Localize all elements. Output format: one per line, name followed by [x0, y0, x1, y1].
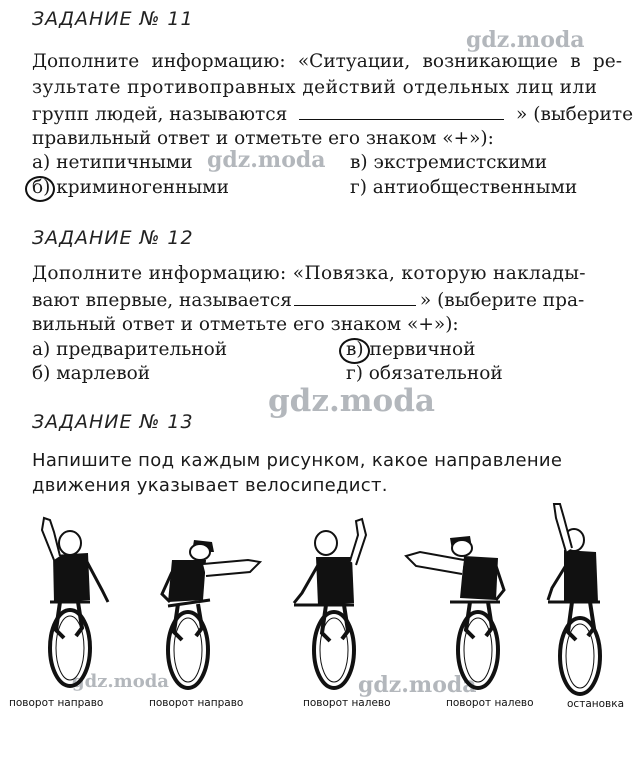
task-12-text-line-2 — [32, 289, 584, 311]
cyclist-caption: поворот направо — [149, 697, 244, 709]
watermark: gdz.moda — [466, 27, 585, 53]
text: групп людей, называются — [32, 104, 288, 125]
option-g[interactable]: г) антиобщественными — [350, 177, 578, 198]
task-11-text-line-1 — [32, 51, 622, 72]
word: возникающие — [422, 51, 558, 72]
task-11-text-line-2: зультате противоправных действий отдельных лиц или — [32, 77, 598, 98]
task-12-text-line-1: Дополните информацию: «Повязка, которую наклады- — [32, 263, 586, 284]
word: информацию: — [151, 51, 286, 72]
cyclist-icon — [20, 510, 130, 690]
answer-circle-mark — [25, 176, 55, 202]
task-11-heading: ЗАДАНИЕ № 11 — [32, 8, 194, 30]
watermark: gdz.moda — [207, 147, 326, 173]
option-b[interactable]: б) марлевой — [32, 363, 151, 384]
cyclist-icon — [148, 532, 288, 712]
cyclist-caption: поворот налево — [446, 697, 534, 709]
cyclist-icon — [530, 498, 630, 698]
task-12-text-line-3: вильный ответ и отметьте его знаком «+»): — [32, 314, 459, 335]
word: ре- — [592, 51, 622, 72]
watermark: gdz.moda — [358, 672, 477, 698]
task-11-text-line-3 — [32, 103, 633, 125]
watermark: gdz.moda — [72, 671, 169, 692]
option-a[interactable]: а) нетипичными — [32, 152, 193, 173]
cyclist-caption: остановка — [567, 698, 625, 710]
cyclist-icon — [400, 530, 540, 710]
cyclist-caption: поворот направо — [9, 697, 104, 709]
answer-blank[interactable] — [299, 103, 504, 120]
word: в — [570, 51, 581, 72]
option-v[interactable]: в) экстремистскими — [350, 152, 548, 173]
option-g[interactable]: г) обязательной — [346, 363, 503, 384]
word: Дополните — [32, 51, 140, 72]
option-b-selected[interactable]: б) криминогенными — [32, 177, 229, 198]
task-13-heading: ЗАДАНИЕ № 13 — [32, 411, 194, 433]
task-12-heading: ЗАДАНИЕ № 12 — [32, 227, 194, 249]
cyclist-icon — [282, 515, 392, 695]
cyclist-caption: поворот налево — [303, 697, 391, 709]
option-a[interactable]: а) предварительной — [32, 339, 228, 360]
option-v-selected[interactable]: в) первичной — [346, 339, 476, 360]
task-13-text-line-1: Напишите под каждым рисунком, какое направление — [32, 450, 563, 471]
answer-blank[interactable] — [294, 289, 416, 306]
task-13-text-line-2: движения указывает велосипедист. — [32, 475, 388, 496]
text: вают впервые, называется — [32, 290, 292, 311]
word: «Ситуации, — [297, 51, 411, 72]
watermark: gdz.moda — [268, 383, 435, 419]
text: » (выберите пра- — [419, 290, 585, 311]
answer-circle-mark — [339, 338, 370, 364]
task-11-text-line-4: правильный ответ и отметьте его знаком «+»): — [32, 128, 494, 149]
text: » (выберите — [516, 104, 634, 125]
